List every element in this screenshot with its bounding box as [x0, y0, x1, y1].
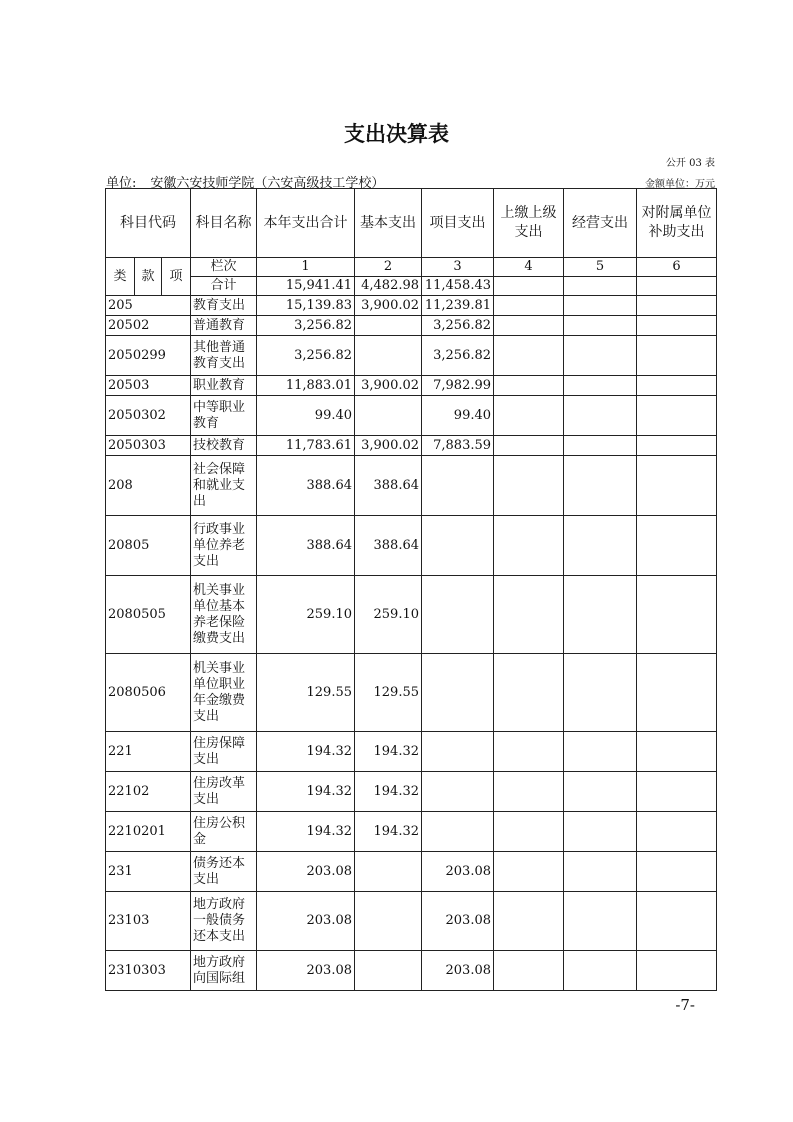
row-upper	[494, 456, 564, 516]
total-basic: 4,482.98	[355, 277, 422, 296]
table-row	[106, 654, 717, 732]
row-business	[564, 654, 637, 732]
header-total: 本年支出合计	[257, 189, 355, 258]
row-project	[422, 456, 494, 516]
row-name: 普通教育	[191, 316, 257, 336]
col-index-3: 3	[422, 258, 494, 277]
row-basic: 388.64	[355, 456, 422, 516]
page-number: -7-	[675, 996, 695, 1014]
row-subsidiary	[637, 316, 717, 336]
row-upper	[494, 892, 564, 951]
row-business	[564, 376, 637, 396]
header-code: 科目代码	[106, 189, 191, 258]
row-business	[564, 852, 637, 892]
row-name: 职业教育	[191, 376, 257, 396]
row-basic: 129.55	[355, 654, 422, 732]
table-row	[106, 376, 717, 396]
row-total: 194.32	[257, 732, 355, 772]
row-upper	[494, 852, 564, 892]
row-business	[564, 576, 637, 654]
row-upper	[494, 296, 564, 316]
header-project: 项目支出	[422, 189, 494, 258]
col-index-5: 5	[564, 258, 637, 277]
row-subsidiary	[637, 376, 717, 396]
row-business	[564, 436, 637, 456]
row-upper	[494, 316, 564, 336]
row-total: 3,256.82	[257, 336, 355, 376]
row-code: 2210201	[106, 812, 191, 852]
row-subsidiary	[637, 516, 717, 576]
page-title: 支出决算表	[344, 122, 449, 146]
row-business	[564, 296, 637, 316]
row-project: 203.08	[422, 892, 494, 951]
row-name: 技校教育	[191, 436, 257, 456]
table-row	[106, 951, 717, 991]
row-code: 22102	[106, 772, 191, 812]
table-row	[106, 316, 717, 336]
row-basic: 194.32	[355, 772, 422, 812]
row-project	[422, 576, 494, 654]
row-project: 203.08	[422, 951, 494, 991]
row-business	[564, 772, 637, 812]
header-xiang: 项	[162, 258, 191, 296]
row-total: 388.64	[257, 516, 355, 576]
row-business	[564, 812, 637, 852]
row-project	[422, 772, 494, 812]
row-subsidiary	[637, 654, 717, 732]
row-subsidiary	[637, 296, 717, 316]
row-basic: 388.64	[355, 516, 422, 576]
row-basic	[355, 852, 422, 892]
row-business	[564, 336, 637, 376]
row-project	[422, 732, 494, 772]
row-code: 20805	[106, 516, 191, 576]
row-project: 7,982.99	[422, 376, 494, 396]
header-lanci: 栏次	[191, 258, 257, 277]
row-subsidiary	[637, 951, 717, 991]
row-upper	[494, 516, 564, 576]
header-kuan: 款	[135, 258, 162, 296]
total-total: 15,941.41	[257, 277, 355, 296]
table-row	[106, 852, 717, 892]
row-total: 11,783.61	[257, 436, 355, 456]
row-basic: 3,900.02	[355, 436, 422, 456]
row-upper	[494, 376, 564, 396]
row-name: 机关事业单位基本养老保险缴费支出	[191, 576, 257, 654]
row-name: 住房改革支出	[191, 772, 257, 812]
total-subsidiary	[637, 277, 717, 296]
row-basic	[355, 316, 422, 336]
row-upper	[494, 396, 564, 436]
row-basic	[355, 396, 422, 436]
row-total: 203.08	[257, 951, 355, 991]
total-upper	[494, 277, 564, 296]
total-business	[564, 277, 637, 296]
row-name: 住房公积金	[191, 812, 257, 852]
row-code: 20502	[106, 316, 191, 336]
table-row	[106, 772, 717, 812]
row-code: 2050299	[106, 336, 191, 376]
total-row	[106, 277, 717, 296]
row-subsidiary	[637, 772, 717, 812]
header-subsidiary: 对附属单位补助支出	[637, 189, 717, 258]
col-index-2: 2	[355, 258, 422, 277]
col-index-1: 1	[257, 258, 355, 277]
header-basic: 基本支出	[355, 189, 422, 258]
row-name: 住房保障支出	[191, 732, 257, 772]
row-total: 388.64	[257, 456, 355, 516]
table-row	[106, 576, 717, 654]
table-row	[106, 436, 717, 456]
row-subsidiary	[637, 396, 717, 436]
col-index-6: 6	[637, 258, 717, 277]
row-code: 231	[106, 852, 191, 892]
row-total: 3,256.82	[257, 316, 355, 336]
header-name: 科目名称	[191, 189, 257, 258]
row-subsidiary	[637, 336, 717, 376]
header-row	[106, 189, 717, 258]
row-business	[564, 316, 637, 336]
amount-unit: 金额单位：万元	[645, 179, 715, 190]
table-row	[106, 296, 717, 316]
header-lei: 类	[106, 258, 135, 296]
row-name: 地方政府一般债务还本支出	[191, 892, 257, 951]
row-code: 221	[106, 732, 191, 772]
header-upper: 上缴上级支出	[494, 189, 564, 258]
row-project: 7,883.59	[422, 436, 494, 456]
row-project	[422, 516, 494, 576]
unit-name: 安徽六安技师学院（六安高级技工学校）	[150, 176, 385, 191]
table-row	[106, 456, 717, 516]
row-total: 194.32	[257, 812, 355, 852]
unit-label: 单位:	[106, 176, 137, 191]
table-row	[106, 732, 717, 772]
row-project: 11,239.81	[422, 296, 494, 316]
row-project: 3,256.82	[422, 316, 494, 336]
row-upper	[494, 812, 564, 852]
row-upper	[494, 951, 564, 991]
row-business	[564, 892, 637, 951]
row-code: 2310303	[106, 951, 191, 991]
row-business	[564, 396, 637, 436]
row-name: 债务还本支出	[191, 852, 257, 892]
row-basic: 3,900.02	[355, 296, 422, 316]
row-upper	[494, 772, 564, 812]
row-total: 129.55	[257, 654, 355, 732]
row-upper	[494, 654, 564, 732]
row-basic	[355, 892, 422, 951]
row-name: 其他普通教育支出	[191, 336, 257, 376]
row-business	[564, 732, 637, 772]
table-row	[106, 396, 717, 436]
column-index-row	[106, 258, 717, 277]
row-code: 205	[106, 296, 191, 316]
row-total: 203.08	[257, 852, 355, 892]
row-subsidiary	[637, 456, 717, 516]
row-total: 99.40	[257, 396, 355, 436]
row-project: 99.40	[422, 396, 494, 436]
row-project	[422, 654, 494, 732]
row-subsidiary	[637, 576, 717, 654]
table-row	[106, 336, 717, 376]
row-basic	[355, 336, 422, 376]
row-business	[564, 516, 637, 576]
row-upper	[494, 732, 564, 772]
row-code: 2050302	[106, 396, 191, 436]
row-basic	[355, 951, 422, 991]
row-code: 23103	[106, 892, 191, 951]
row-subsidiary	[637, 852, 717, 892]
row-name: 地方政府向国际组	[191, 951, 257, 991]
row-project: 203.08	[422, 852, 494, 892]
row-business	[564, 456, 637, 516]
row-business	[564, 951, 637, 991]
row-code: 2080505	[106, 576, 191, 654]
row-total: 259.10	[257, 576, 355, 654]
row-total: 15,139.83	[257, 296, 355, 316]
row-code: 2050303	[106, 436, 191, 456]
row-name: 社会保障和就业支出	[191, 456, 257, 516]
col-index-4: 4	[494, 258, 564, 277]
row-name: 中等职业教育	[191, 396, 257, 436]
row-total: 194.32	[257, 772, 355, 812]
row-basic: 259.10	[355, 576, 422, 654]
row-total: 11,883.01	[257, 376, 355, 396]
row-subsidiary	[637, 892, 717, 951]
row-basic: 3,900.02	[355, 376, 422, 396]
row-name: 行政事业单位养老支出	[191, 516, 257, 576]
row-subsidiary	[637, 732, 717, 772]
row-upper	[494, 576, 564, 654]
total-label: 合计	[191, 277, 257, 296]
table-row	[106, 516, 717, 576]
row-name: 机关事业单位职业年金缴费支出	[191, 654, 257, 732]
row-basic: 194.32	[355, 732, 422, 772]
table-row	[106, 892, 717, 951]
row-basic: 194.32	[355, 812, 422, 852]
header-business: 经营支出	[564, 189, 637, 258]
row-code: 2080506	[106, 654, 191, 732]
row-total: 203.08	[257, 892, 355, 951]
row-subsidiary	[637, 436, 717, 456]
table-code: 公开 03 表	[665, 158, 715, 169]
row-upper	[494, 336, 564, 376]
expenditure-table	[105, 188, 717, 991]
row-project: 3,256.82	[422, 336, 494, 376]
row-name: 教育支出	[191, 296, 257, 316]
row-project	[422, 812, 494, 852]
row-upper	[494, 436, 564, 456]
row-code: 20503	[106, 376, 191, 396]
total-project: 11,458.43	[422, 277, 494, 296]
table-row	[106, 812, 717, 852]
row-subsidiary	[637, 812, 717, 852]
row-code: 208	[106, 456, 191, 516]
